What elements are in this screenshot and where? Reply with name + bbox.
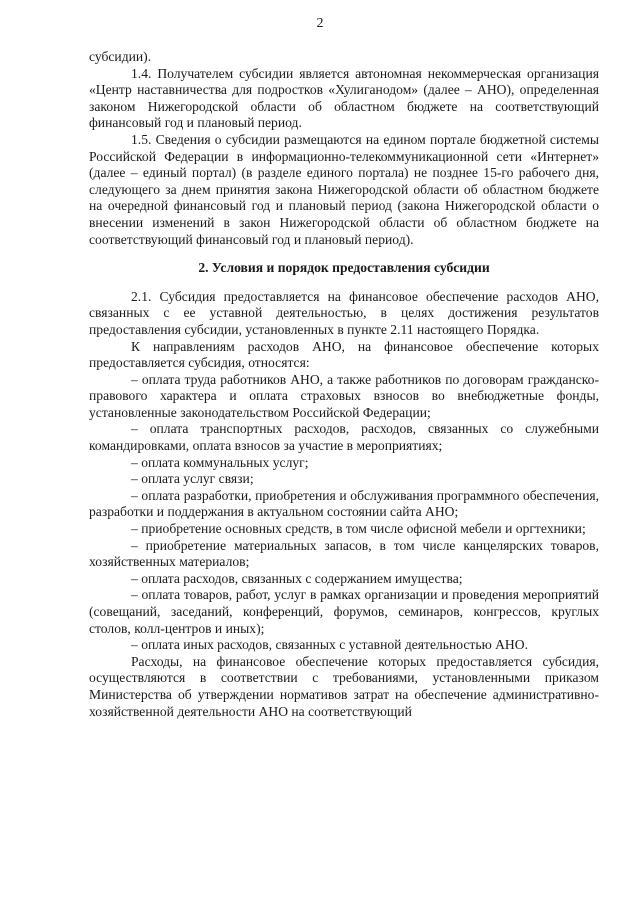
page-number: 2: [316, 16, 324, 31]
paragraph: субсидии).: [89, 49, 152, 64]
list-item: – оплата труда работников АНО, а также работников по договорам гражданско-правового характера и оплата страховых взносов во внебюджетные фонды, установленные законодательством Российской Федерации;: [89, 371, 599, 420]
list-item: – оплата расходов, связанных с содержанием имущества;: [131, 570, 463, 586]
list-item: – приобретение основных средств, в том числе офисной мебели и оргтехники;: [131, 521, 586, 537]
paragraph: 1.5. Сведения о субсидии размещаются на едином портале бюджетной системы Российской Федерации в информационно-телекоммуникационной сети «Интернет» (далее – единый портал) (в разделе единого портала) не позднее 15-го рабочего дня, следующего за днем принятия закона Нижегородской области об областном бюджете на очередной финансовый год и плановый период (закона Нижегородской области о внесении изменений в закон Нижегородской области об областном бюджете на соответствующий финансовый год и плановый период).: [89, 131, 599, 247]
list-item: – оплата коммунальных услуг;: [131, 454, 309, 470]
document-body: [89, 49, 599, 720]
list-item: – оплата транспортных расходов, расходов, связанных со служебными командировками, оплата взносов за участие в мероприятиях;: [89, 421, 599, 454]
paragraph: К направлениям расходов АНО, на финансовое обеспечение которых предоставляется субсидия, относятся:: [89, 338, 599, 371]
paragraph: Расходы, на финансовое обеспечение которых предоставляется субсидия, осуществляются в соответствии с требованиями, установленными приказом Министерства об утверждении нормативов затрат на обеспечение административно-хозяйственной деятельности АНО на соответствующий: [89, 653, 599, 719]
paragraph: 2.1. Субсидия предоставляется на финансовое обеспечение расходов АНО, связанных с ее уставной деятельностью, в целях достижения результатов предоставления субсидии, установленных в пункте 2.11 настоящего Порядка.: [89, 288, 599, 337]
paragraph: 1.4. Получателем субсидии является автономная некоммерческая организация «Центр наставничества для подростков «Хулиганодом» (далее – АНО), определенная законом Нижегородской области об областном бюджете на соответствующий финансовый год и плановый период.: [89, 65, 599, 131]
list-item: – оплата разработки, приобретения и обслуживания программного обеспечения, разработки и поддержания в актуальном состоянии сайта АНО;: [89, 487, 599, 520]
list-item: – оплата иных расходов, связанных с уставной деятельностью АНО.: [131, 637, 528, 653]
list-item: – оплата услуг связи;: [131, 471, 254, 487]
section-heading: 2. Условия и порядок предоставления субсидии: [198, 260, 490, 276]
list-item: – приобретение материальных запасов, в том числе канцелярских товаров, хозяйственных материалов;: [89, 537, 599, 570]
list-item: – оплата товаров, работ, услуг в рамках организации и проведения мероприятий (совещаний, заседаний, конференций, форумов, семинаров, конгрессов, круглых столов, колл-центров и иных);: [89, 587, 599, 636]
